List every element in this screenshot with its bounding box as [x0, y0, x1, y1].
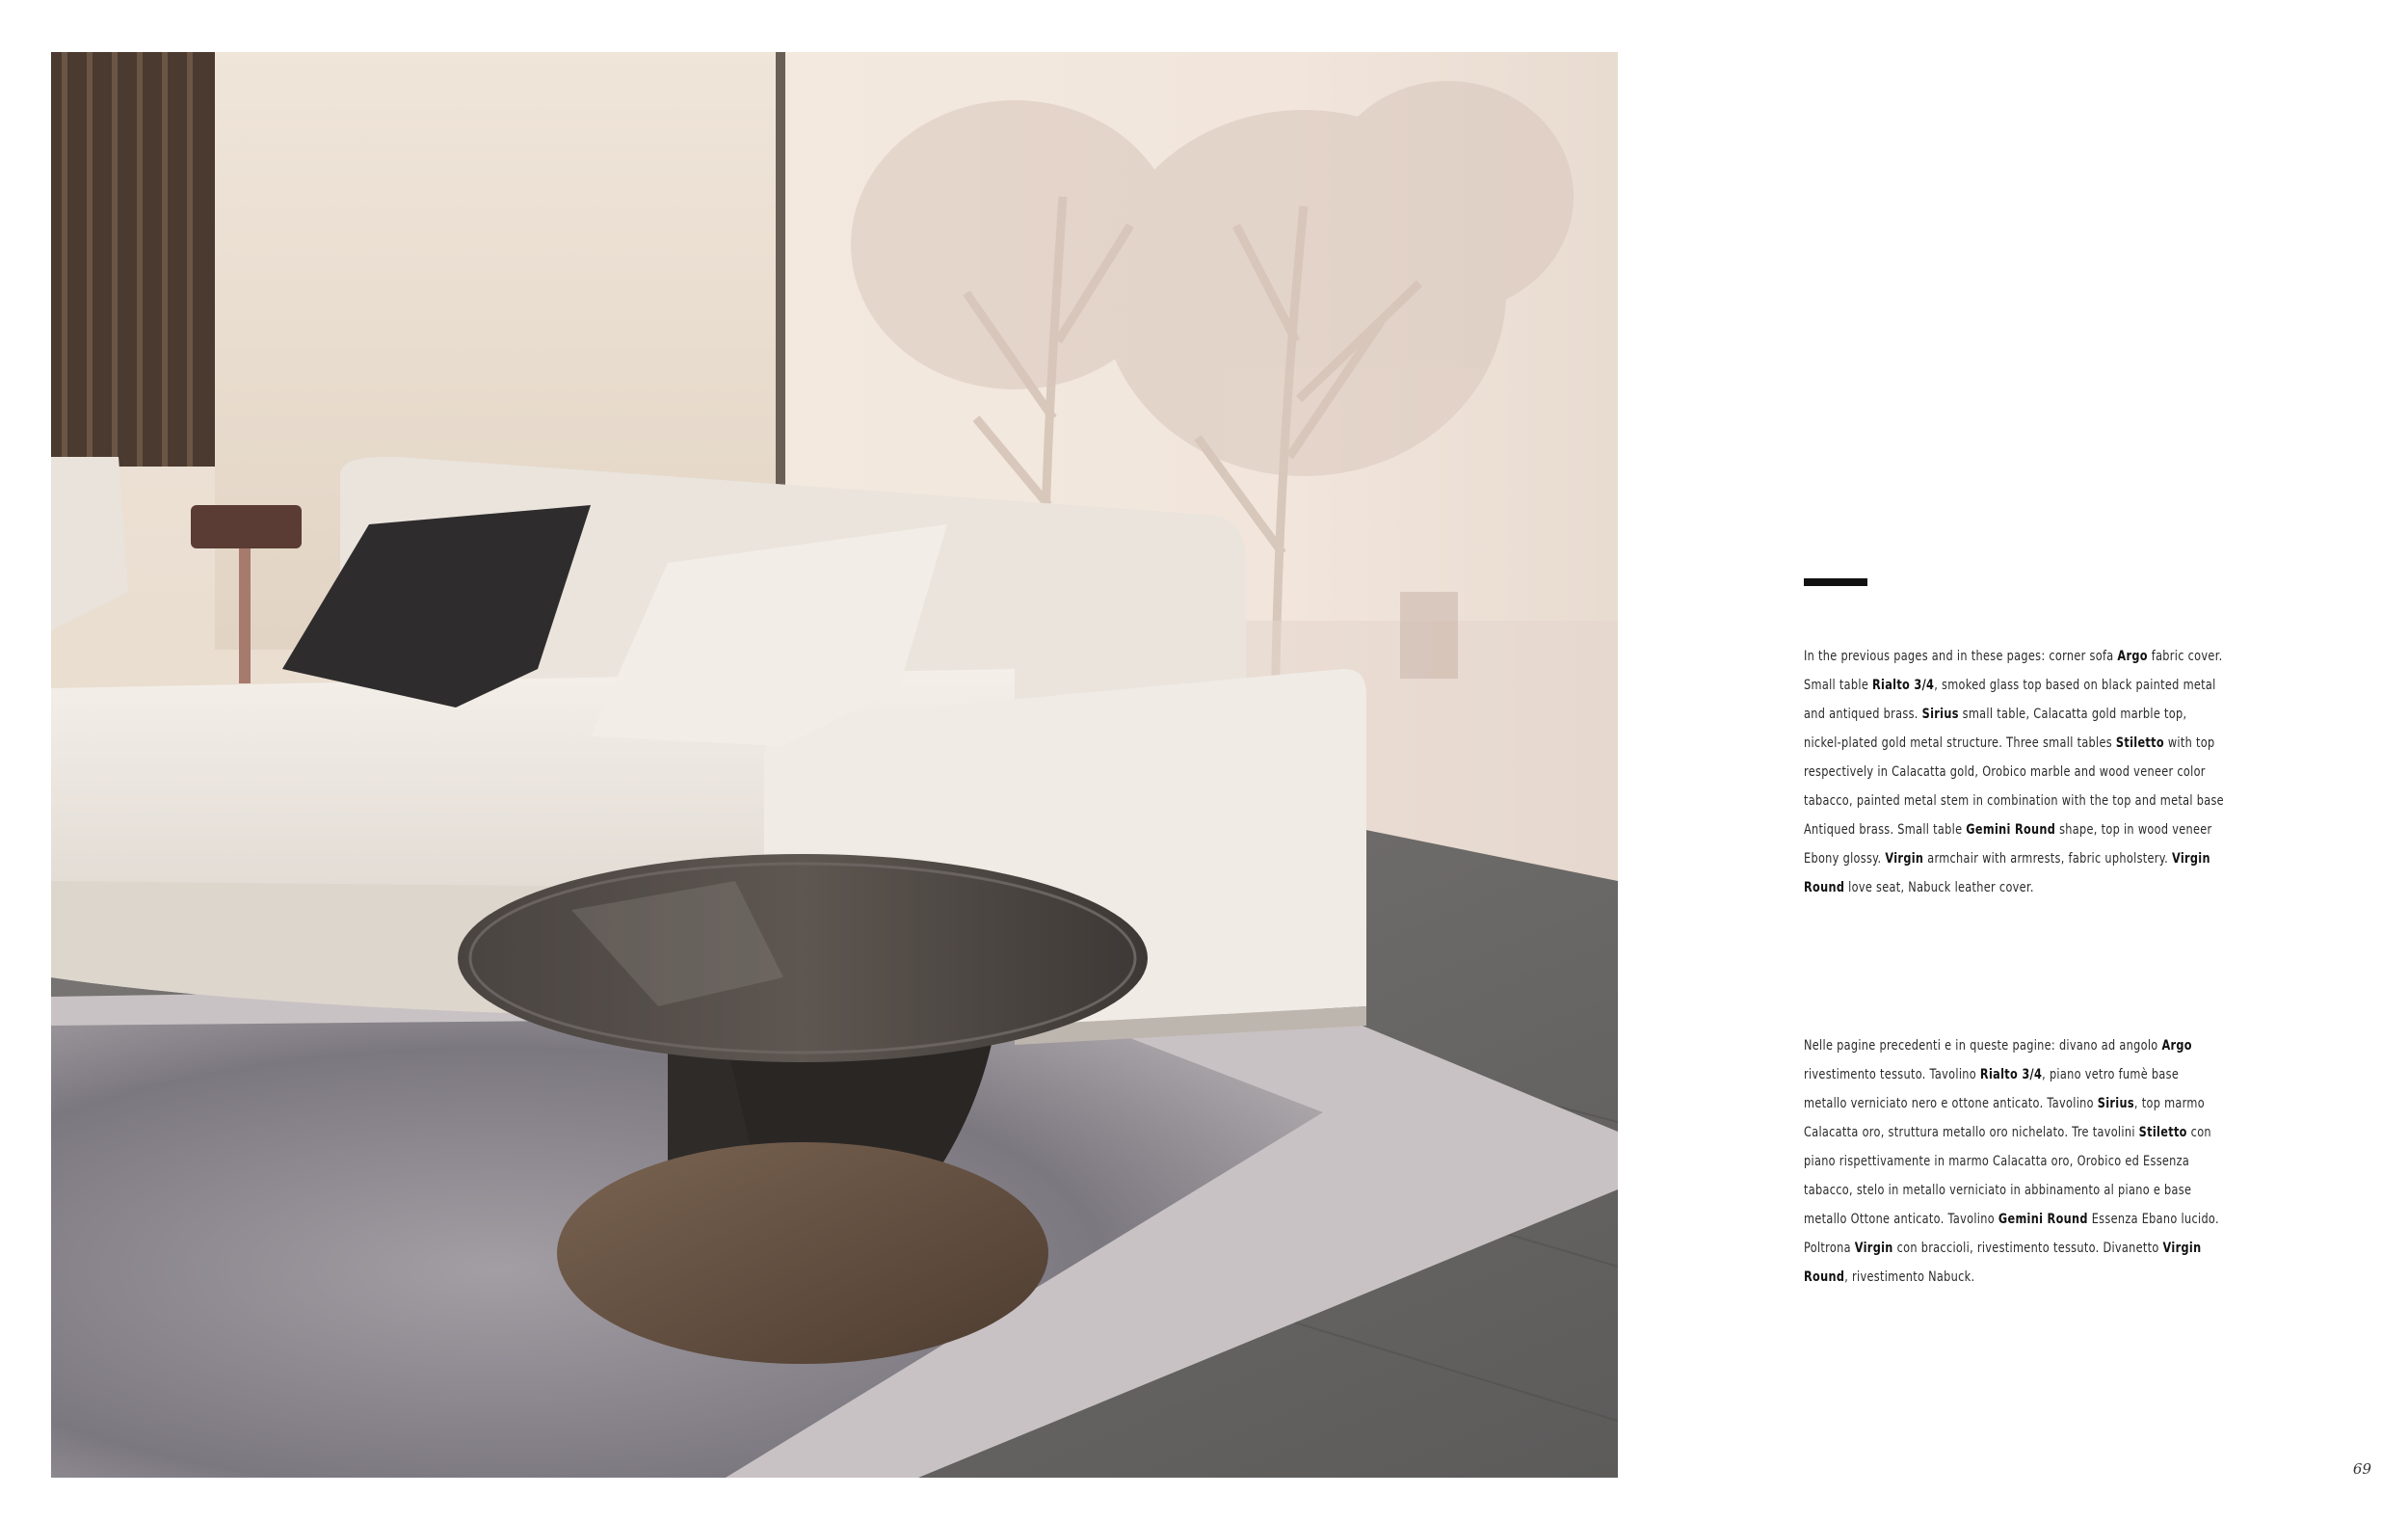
- product-name: Sirius: [1921, 707, 1959, 722]
- caption-text: fabric cover. Small table: [1804, 649, 2223, 693]
- caption-text: armchair with armrests, fabric upholstery.: [1923, 851, 2172, 867]
- caption-text: love seat, Nabuck leather cover.: [1844, 880, 2034, 895]
- caption-english: [1804, 642, 2225, 902]
- caption-text: shape, top in wood veneer Ebony glossy.: [1804, 822, 2212, 867]
- product-name: Stiletto: [2138, 1125, 2187, 1140]
- caption-text: con piano rispettivamente in marmo Calacatta oro, Orobico ed Essenza tabacco, stelo in metallo verniciato in abbinamento al piano e base metallo Ottone anticato. Tavolino: [1804, 1125, 2211, 1227]
- caption-text: In the previous pages and in these pages: corner sofa: [1804, 649, 2118, 664]
- page-number: 69: [2352, 1460, 2371, 1478]
- caption-text: Essenza Ebano lucido. Poltrona: [1804, 1212, 2219, 1256]
- caption-text: con braccioli, rivestimento tessuto. Divanetto: [1892, 1241, 2163, 1256]
- product-name: Rialto 3/4: [1979, 1067, 2043, 1082]
- product-name: Stiletto: [2115, 735, 2164, 751]
- caption-text: , top marmo Calacatta oro, struttura metallo oro nichelato. Tre tavolini: [1804, 1096, 2205, 1140]
- caption-italian: [1804, 1031, 2225, 1292]
- product-name: Argo: [2117, 649, 2148, 664]
- product-name: Virgin Round: [1804, 851, 2210, 895]
- product-name: Gemini Round: [1998, 1212, 2088, 1227]
- caption-text: , smoked glass top based on black painted metal and antiqued brass.: [1804, 678, 2216, 722]
- product-photo: [51, 52, 1618, 1478]
- caption-text: , rivestimento Nabuck.: [1844, 1269, 1975, 1285]
- product-name: Rialto 3/4: [1871, 678, 1935, 693]
- caption-text: , piano vetro fumè base metallo verniciato nero e ottone anticato. Tavolino: [1804, 1067, 2180, 1111]
- product-name: Virgin: [1885, 851, 1924, 867]
- caption-text: rivestimento tessuto. Tavolino: [1804, 1067, 1980, 1082]
- product-name: Gemini Round: [1966, 822, 2056, 838]
- product-name: Sirius: [2097, 1096, 2134, 1111]
- product-name: Virgin: [1854, 1241, 1893, 1256]
- product-name: Virgin Round: [1804, 1241, 2202, 1285]
- caption-text: with top respectively in Calacatta gold, Orobico marble and wood veneer color tabacco, painted metal stem in combination with the top and metal base Antiqued brass. Small table: [1804, 735, 2224, 838]
- caption-text: small table, Calacatta gold marble top, nickel-plated gold metal structure. Three small tables: [1804, 707, 2187, 751]
- caption-text: Nelle pagine precedenti e in queste pagine: divano ad angolo: [1804, 1038, 2162, 1054]
- accent-rule: [1804, 578, 1867, 586]
- product-name: Argo: [2161, 1038, 2192, 1054]
